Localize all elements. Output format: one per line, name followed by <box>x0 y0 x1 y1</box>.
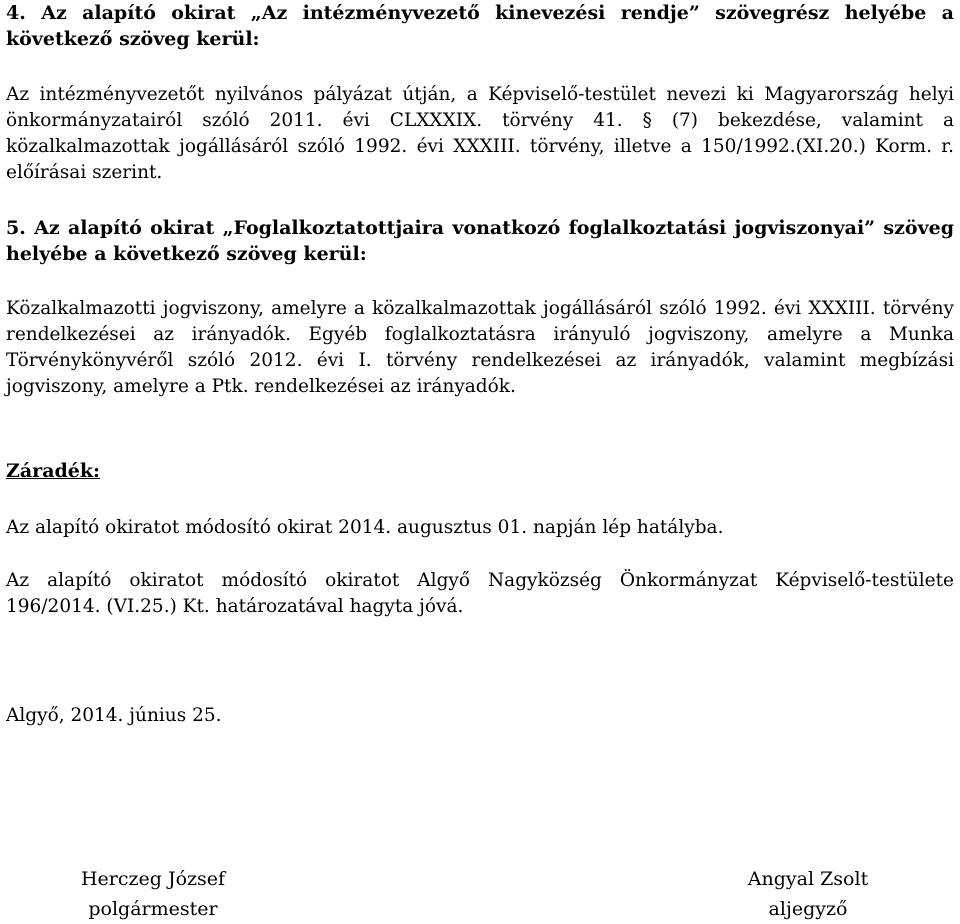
section-4-heading: 4. Az alapító okirat „Az intézményvezető kinevezési rendje” szövegrész helyébe a következő szöveg kerül: <box>6 2 954 50</box>
signature-block-notary <box>728 864 888 924</box>
signatory-title: polgármester <box>88 898 218 920</box>
clause-heading-text: Záradék: <box>6 460 101 482</box>
signatory-name: Herczeg József <box>80 868 226 890</box>
section-5-body: Közalkalmazotti jogviszony, amelyre a közalkalmazottak jogállásáról szóló 1992. évi XXXIII. törvény rendelkezései az irányadók. Egyéb foglalkoztatásra irányuló jogviszony, amelyre a Munka Törvénykönyvéről szóló 2012. évi I. törvény rendelkezései az irányadók, valamint megbízási jogviszony, amelyre a Ptk. rendelkezései az irányadók. <box>6 298 954 397</box>
signature-block-mayor <box>68 864 238 924</box>
clause-effective-date: Az alapító okiratot módosító okirat 2014. augusztus 01. napján lép hatályba. <box>6 517 724 538</box>
signatory-name: Angyal Zsolt <box>747 868 869 890</box>
clause-heading <box>6 458 954 484</box>
clause-approval: Az alapító okiratot módosító okiratot Algyő Nagyközség Önkormányzat Képviselő-testülete 196/2014. (VI.25.) Kt. határozatával hagyta jóvá. <box>6 570 954 617</box>
place-and-date: Algyő, 2014. június 25. <box>6 705 222 726</box>
section-5-heading: 5. Az alapító okirat „Foglalkoztatottjaira vonatkozó foglalkoztatási jogviszonyai” szöveg helyébe a következő szöveg kerül: <box>6 217 954 265</box>
signatory-title: aljegyző <box>768 898 848 920</box>
section-4-body: Az intézményvezetőt nyilvános pályázat útján, a Képviselő-testület nevezi ki Magyarország helyi önkormányzatairól szóló 2011. évi CLXXXIX. törvény 41. § (7) bekezdése, valamint a közalkalmazottak jogállásáról szóló 1992. évi XXXIII. törvény, illetve a 150/1992.(XI.20.) Korm. r. előírásai szerint. <box>6 84 954 183</box>
